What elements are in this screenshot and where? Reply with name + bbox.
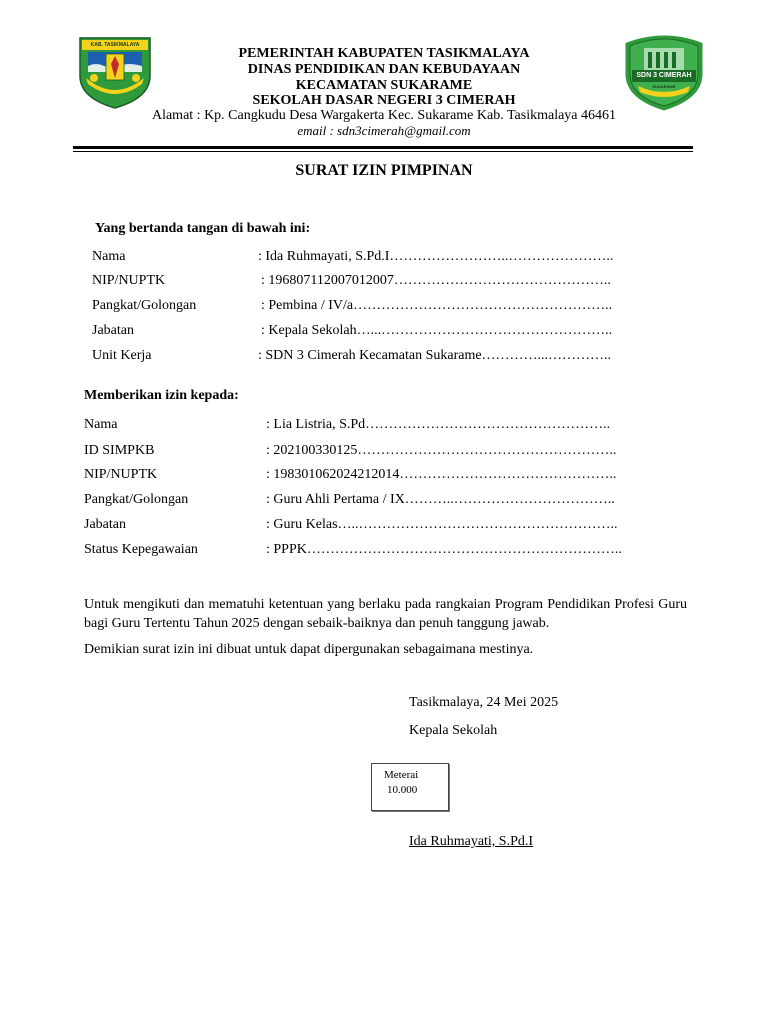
row-label: ID SIMPKB [84, 443, 155, 458]
row-value: : PPPK………………………………………………………….. [266, 542, 622, 557]
body-paragraph-closing: Demikian surat izin ini dibuat untuk dapat dipergunakan sebagaimana mestinya. [84, 642, 534, 657]
letter-title: SURAT IZIN PIMPINAN [295, 162, 473, 179]
row-value: : 196807112007012007……………………………………….. [261, 273, 611, 288]
header-district: KECAMATAN SUKARAME [295, 78, 473, 93]
row-label: Pangkat/Golongan [92, 298, 197, 313]
row-value: : Guru Kelas…..……………………………………………….. [266, 517, 618, 532]
row-value: : Pembina / IV/a……………………………………………….. [261, 298, 613, 313]
row-value: : Guru Ahli Pertama / IX………..…………………………….. [266, 492, 615, 507]
row-value: : SDN 3 Cimerah Kecamatan Sukarame…………...………….. [258, 348, 612, 363]
signature-position: Kepala Sekolah [409, 723, 498, 738]
row-value: : Kepala Sekolah…...………………………………………….. [261, 323, 613, 338]
signatory-intro: Yang bertanda tangan di bawah ini: [95, 221, 311, 236]
row-label: Status Kepegawaian [84, 542, 198, 557]
row-label: Nama [92, 249, 126, 264]
header-divider-thin [73, 151, 693, 152]
row-value: : Ida Ruhmayati, S.Pd.I……………………..………………….. [258, 249, 614, 264]
row-label: Pangkat/Golongan [84, 492, 189, 507]
row-value: : 202100330125……………………………………………….. [266, 443, 617, 458]
row-label: NIP/NUPTK [92, 273, 166, 288]
header-department: DINAS PENDIDIKAN DAN KEBUDAYAAN [247, 62, 521, 77]
stamp-value: 10.000 [387, 784, 418, 796]
header-divider-thick [73, 146, 693, 149]
meterai-stamp-box [371, 763, 449, 811]
grantee-intro: Memberikan izin kepada: [84, 388, 239, 403]
row-label: Jabatan [92, 323, 134, 338]
header-address: Alamat : Kp. Cangkudu Desa Wargakerta Kec. Sukarame Kab. Tasikmalaya 46461 [151, 108, 617, 123]
signature-place-date: Tasikmalaya, 24 Mei 2025 [409, 695, 559, 710]
stamp-label: Meterai [384, 769, 419, 781]
header-email: email : sdn3cimerah@gmail.com [297, 123, 471, 138]
right-logo-text: SDN 3 CIMERAH [636, 72, 692, 79]
row-label: Jabatan [84, 517, 126, 532]
row-value: : 198301062024212014……………………………………….. [266, 467, 617, 482]
right-logo-subtext: SUKARAME [652, 84, 676, 89]
row-label: Unit Kerja [92, 348, 152, 363]
row-label: Nama [84, 417, 118, 432]
signer-name: Ida Ruhmayati, S.Pd.I [409, 834, 534, 849]
row-value: : Lia Listria, S.Pd…………………………………………….. [266, 417, 611, 432]
left-logo-text: KAB. TASIKMALAYA [90, 42, 140, 48]
header-government: PEMERINTAH KABUPATEN TASIKMALAYA [238, 46, 530, 61]
header-school: SEKOLAH DASAR NEGERI 3 CIMERAH [252, 93, 516, 108]
row-label: NIP/NUPTK [84, 467, 158, 482]
body-paragraph-purpose: Untuk mengikuti dan mematuhi ketentuan yang berlaku pada rangkaian Program Pendidikan Profesi Guru bagi Guru Tertentu Tahun 2025 dengan sebaik-baiknya dan penuh tanggung jawab. [84, 597, 687, 631]
